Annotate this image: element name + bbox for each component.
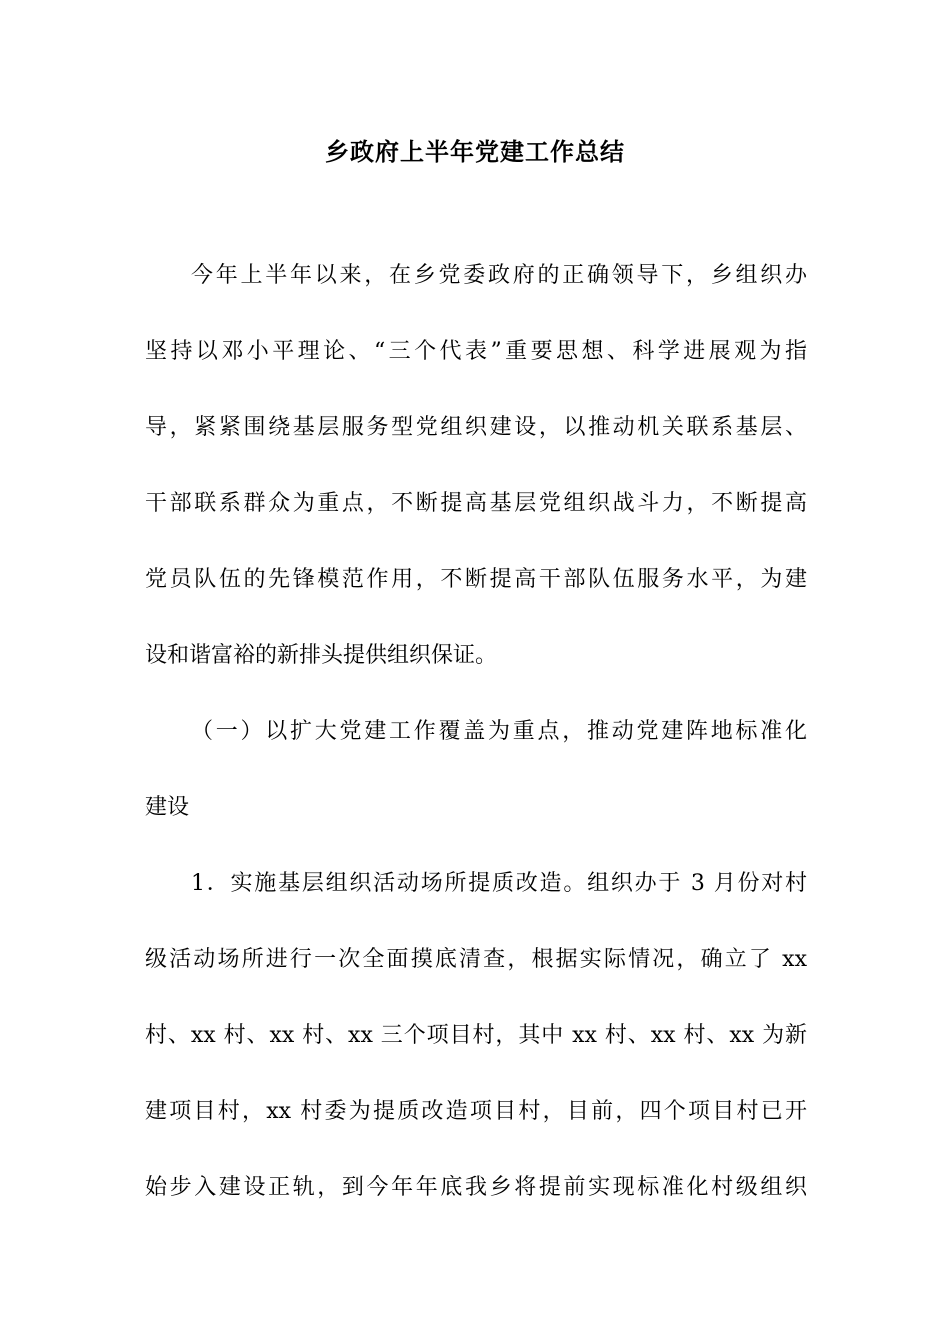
paragraph-line: 党员队伍的先锋模范作用，不断提高干部队伍服务水平，为建 <box>145 567 807 592</box>
paragraph-line: 村、xx 村、xx 村、xx 三个项目村，其中 xx 村、xx 村、xx 为新 <box>145 1023 807 1048</box>
paragraph-line: 1．实施基层组织活动场所提质改造。组织办于 3 月份对村 <box>191 871 807 896</box>
paragraph-line: 设和谐富裕的新排头提供组织保证。 <box>145 643 498 668</box>
paragraph-line: 坚持以邓小平理论、“三个代表”重要思想、科学进展观为指 <box>145 339 807 364</box>
document-title: 乡政府上半年党建工作总结 <box>325 137 625 166</box>
paragraph-line: 始步入建设正轨，到今年年底我乡将提前实现标准化村级组织 <box>145 1175 807 1200</box>
paragraph-line: 级活动场所进行一次全面摸底清查，根据实际情况，确立了 xx <box>145 947 807 972</box>
section-heading-line: 建设 <box>145 795 190 820</box>
section-heading-line: （一）以扩大党建工作覆盖为重点，推动党建阵地标准化 <box>191 719 807 744</box>
document-body <box>145 254 807 1242</box>
paragraph-line: 干部联系群众为重点，不断提高基层党组织战斗力，不断提高 <box>145 491 807 516</box>
paragraph-line: 导，紧紧围绕基层服务型党组织建设，以推动机关联系基层、 <box>145 415 807 440</box>
paragraph-line: 建项目村，xx 村委为提质改造项目村，目前，四个项目村已开 <box>145 1099 807 1124</box>
paragraph-line: 今年上半年以来，在乡党委政府的正确领导下，乡组织办 <box>191 263 807 288</box>
